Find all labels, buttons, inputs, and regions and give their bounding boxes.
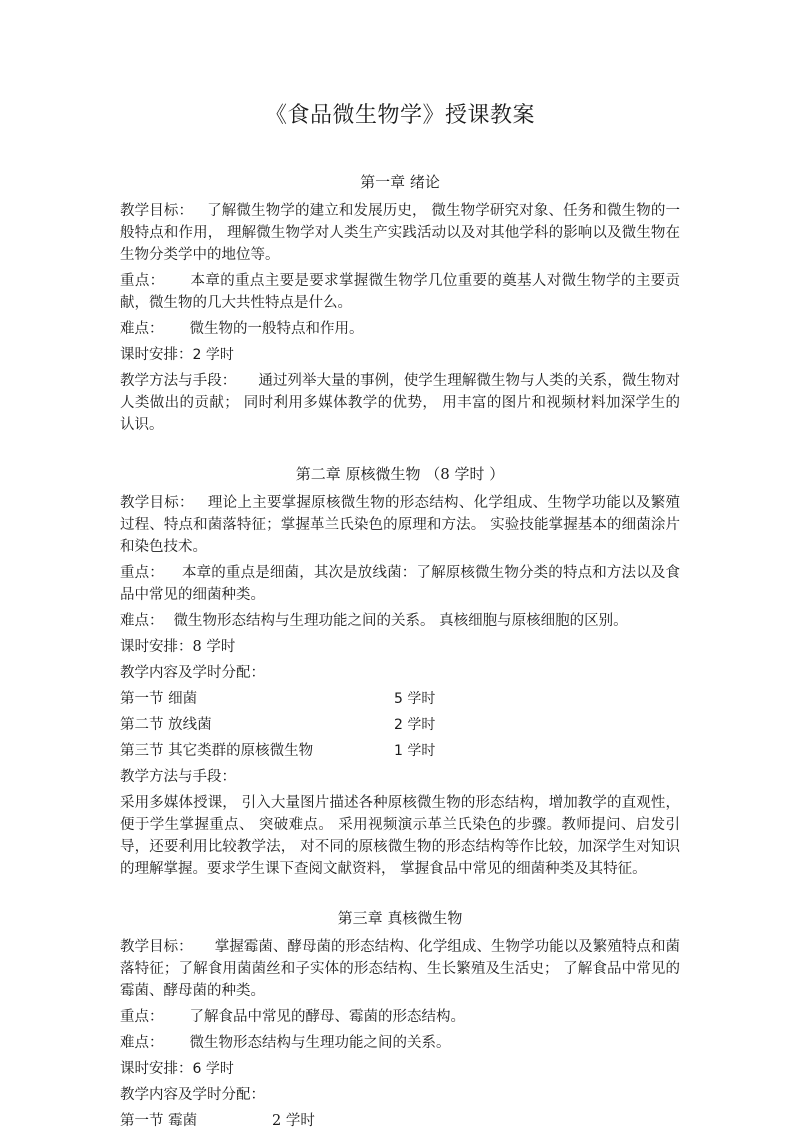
section-name: 第一节 霉菌: [120, 1113, 198, 1129]
difficulty-label: 难点：: [120, 321, 164, 337]
allocation-label: 教学内容及学时分配：: [120, 1087, 265, 1103]
chapter-title: 第一章 绪论: [360, 173, 440, 191]
section-name: 第三节 其它类群的原核微生物: [120, 743, 314, 759]
chapter-title: 第二章 原核微生物 （8 学时 ）: [295, 465, 505, 483]
teaching-objective: [120, 200, 680, 266]
class-hours: [120, 636, 680, 658]
objective-label: 教学目标：: [120, 495, 194, 511]
section-hours: 2 学时: [272, 1113, 315, 1129]
section-hours: 2 学时: [394, 717, 436, 733]
section-hours: 1 学时: [394, 743, 436, 759]
keypoint-label: 重点：: [120, 273, 165, 289]
difficulty-text: 微生物的一般特点和作用。: [189, 321, 364, 337]
objective-text: 了解微生物学的建立和发展历史， 微生物学研究对象、任务和微生物的一般特点和作用， 理解微生物学对人类生产实践活动以及对其他学科的影响以及微生物在生物分类学中的地位等。: [120, 203, 681, 263]
document-body: [120, 170, 680, 1136]
keypoint-label: 重点：: [120, 565, 164, 581]
hours-label: 课时安排：: [120, 347, 193, 363]
key-point: [120, 1006, 680, 1028]
keypoint-text: 本章的重点主要是要求掌握微生物学几位重要的奠基人对微生物学的主要贡献，微生物的几大共性特点是什么。: [120, 273, 680, 311]
allocation-row: [120, 688, 680, 710]
difficulty-text: 微生物形态结构与生理功能之间的关系。 真核细胞与原核细胞的区别。: [173, 613, 628, 629]
chapter-1: [120, 170, 680, 436]
allocation-row: [120, 714, 680, 736]
section-hours: 5 学时: [394, 691, 436, 707]
difficulty: [120, 318, 680, 340]
allocation-row: [120, 740, 680, 762]
method-text: 采用多媒体授课， 引入大量图片描述各种原核微生物的形态结构，增加教学的直观性， 便于学生掌握重点、 突破难点。 采用视频演示革兰氏染色的步骤。教师提问、启发引导，还要利用比较教学法， 对不同的原核微生物的形态结构等作比较，加深学生对知识的理解掌握。要求学生课下查阅文献资料， 掌握食品中常见的细菌种类及其特征。: [120, 795, 680, 877]
method-label: 教学方法与手段：: [120, 373, 237, 389]
document-title: 《食品微生物学》授课教案: [264, 103, 535, 128]
objective-label: 教学目标：: [120, 203, 194, 219]
hours-value: 2 学时: [192, 347, 234, 363]
allocation-row: [120, 1110, 680, 1132]
difficulty-label: 难点：: [120, 1035, 164, 1051]
hours-value: 6 学时: [192, 1061, 234, 1077]
key-point: [120, 562, 680, 606]
chapter-2: [120, 462, 680, 880]
keypoint-text: 了解食品中常见的酵母、霉菌的形态结构。: [189, 1009, 465, 1025]
hours-value: 8 学时: [192, 639, 236, 655]
allocation-label: 教学内容及学时分配：: [120, 665, 265, 681]
teaching-method: [120, 370, 680, 436]
chapter-title: 第三章 真核微生物: [337, 909, 463, 927]
chapter-3: [120, 906, 680, 1132]
class-hours: [120, 1058, 680, 1080]
objective-text: 掌握霉菌、酵母菌的形态结构、化学组成、生物学功能以及繁殖特点和菌落特征；了解食用菌菌丝和子实体的形态结构、生长繁殖及生活史； 了解食品中常见的霉菌、酵母菌的种类。: [120, 939, 681, 999]
key-point: [120, 270, 680, 314]
hours-label: 课时安排：: [120, 639, 193, 655]
keypoint-text: 本章的重点是细菌，其次是放线菌：了解原核微生物分类的特点和方法以及食品中常见的细菌种类。: [120, 565, 681, 603]
keypoint-label: 重点：: [120, 1009, 164, 1025]
method-label: 教学方法与手段：: [120, 769, 236, 785]
hours-label: 课时安排：: [120, 1061, 193, 1077]
teaching-objective: [120, 936, 680, 1002]
method-text: 通过列举大量的事例，使学生理解微生物与人类的关系，微生物对人类做出的贡献； 同时利用多媒体教学的优势， 用丰富的图片和视频材料加深学生的认识。: [120, 373, 681, 433]
objective-text: 理论上主要掌握原核微生物的形态结构、化学组成、生物学功能以及繁殖过程、特点和菌落特征；掌握革兰氏染色的原理和方法。 实验技能掌握基本的细菌涂片和染色技术。: [120, 495, 681, 555]
difficulty: [120, 1032, 680, 1054]
class-hours: [120, 344, 680, 366]
teaching-objective: [120, 492, 680, 558]
section-name: 第一节 细菌: [120, 691, 198, 707]
section-name: 第二节 放线菌: [120, 717, 212, 733]
difficulty: [120, 610, 680, 632]
difficulty-text: 微生物形态结构与生理功能之间的关系。: [189, 1035, 451, 1051]
objective-label: 教学目标：: [120, 939, 193, 955]
difficulty-label: 难点：: [120, 613, 164, 629]
